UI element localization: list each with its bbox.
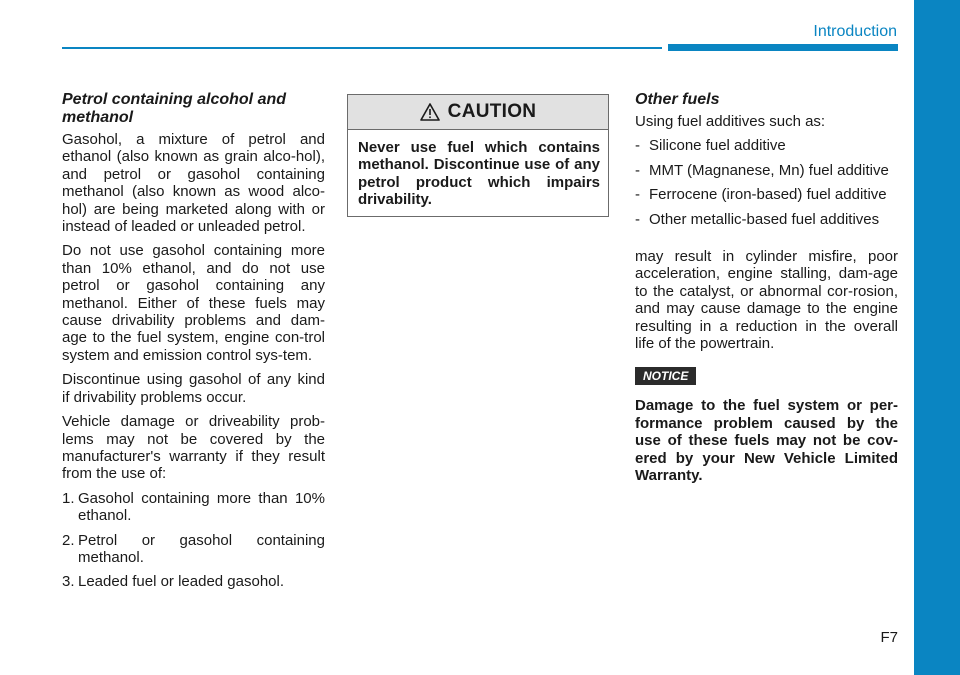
paragraph: Gasohol, a mixture of petrol and ethanol (also known as grain alco-hol), and petrol or gasohol containing methanol (also known as wood alco-hol) are being marketed along with or instead of leaded or unleaded petrol. xyxy=(62,131,325,236)
list-text: Gasohol containing more than 10% ethanol. xyxy=(78,489,325,525)
header-rule xyxy=(62,47,662,49)
list-text: Other metallic-based fuel additives xyxy=(649,210,880,228)
paragraph: Discontinue using gasohol of any kind if drivability problems occur. xyxy=(62,371,325,406)
alcohol-fuel-heading: Petrol containing alcohol and methanol xyxy=(62,91,287,126)
paragraph: Using fuel additives such as: xyxy=(635,113,826,130)
caution-box xyxy=(347,94,609,217)
notice-text: Damage to the fuel system or per-formance problem caused by the use of these fuels may not be cov-ered by your New Vehicle Limited Warranty. xyxy=(635,397,898,485)
other-fuels-heading: Other fuels xyxy=(635,91,720,108)
right-column xyxy=(635,91,898,492)
list-text: Ferrocene (iron-based) fuel additive xyxy=(649,186,887,204)
paragraph: Do not use gasohol containing more than 10% ethanol, and do not use petrol or gasohol containing any methanol. Either of these fuels may cause drivability problems and dam-age to the fuel system, engine con-trol system and emission control sys-tem. xyxy=(62,242,325,364)
list-number: 2. xyxy=(62,531,75,549)
list-item: - MMT (Magnanese, Mn) fuel additive xyxy=(635,161,889,179)
list-text: Leaded fuel or leaded gasohol. xyxy=(78,573,285,591)
list-item: - Silicone fuel additive xyxy=(635,137,786,155)
list-item xyxy=(62,573,325,590)
list-item: - Ferrocene (iron-based) fuel additive xyxy=(635,186,887,204)
paragraph: may result in cylinder misfire, poor acceleration, engine stalling, dam-age to the catalyst, or abnormal cor-rosion, and may cause damage to the engine resulting in a reduction in the overall life of the powertrain. xyxy=(635,248,898,353)
section-title: Introduction xyxy=(813,23,897,40)
caution-text: Never use fuel which contains methanol. Discontinue use of any petrol product which impairs drivability. xyxy=(358,139,600,209)
list-item xyxy=(62,490,325,525)
list-text: Silicone fuel additive xyxy=(649,137,786,155)
page-number: F7 xyxy=(880,629,898,646)
list-item xyxy=(62,532,325,567)
header-accent-bar xyxy=(668,44,898,51)
side-color-tab xyxy=(914,0,960,675)
list-text: Petrol or gasohol containing methanol. xyxy=(78,531,325,566)
caution-header xyxy=(348,95,608,130)
paragraph: Vehicle damage or driveability prob-lems may not be covered by the manufacturer's warranty if they result from the use of: xyxy=(62,413,325,483)
list-text: MMT (Magnanese, Mn) fuel additive xyxy=(649,161,889,179)
list-item: - Other metallic-based fuel additives xyxy=(635,210,880,228)
caution-label: CAUTION xyxy=(447,101,537,122)
list-number: 3. xyxy=(62,573,75,591)
left-column xyxy=(62,91,325,598)
list-number: 1. xyxy=(62,489,75,507)
notice-badge: NOTICE xyxy=(635,367,696,385)
warning-triangle-icon xyxy=(420,103,440,121)
